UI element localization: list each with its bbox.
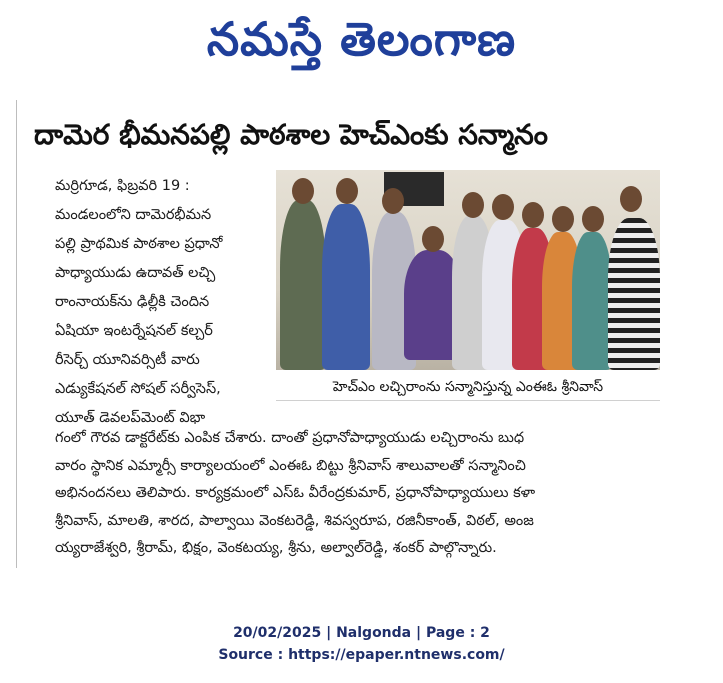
article-line: రాంనాయక్‌ను ఢిల్లీకి చెందిన: [55, 294, 210, 310]
article-line: య్యరాజేశ్వరి, శ్రీరామ్, భిక్షం, వెంకటయ్య, శ్రీను, అల్వాల్‌రెడ్డి, శంకర్ పాల్గొన్నారు.: [55, 540, 497, 556]
article-full-width-text: [55, 425, 665, 563]
article-line: రీసెర్చ్ యూనివర్సిటీ వారు: [55, 352, 200, 368]
footer-date-edition-page: 20/02/2025 | Nalgonda | Page : 2: [233, 625, 490, 641]
photo-person-head: [382, 188, 404, 214]
photo-person-head: [492, 194, 514, 220]
photo-person-head: [462, 192, 484, 218]
article-line: పాధ్యాయుడు ఉదావత్ లచ్చి: [55, 265, 216, 281]
photo-person-head: [552, 206, 574, 232]
photo-person: [280, 200, 326, 370]
article-line: శ్రీనివాస్, మాలతి, శారద, పాల్వాయి వెంకటరెడ్డి, శివస్వరూప, రజినీకాంత్, విఠల్, అంజ: [55, 512, 534, 529]
article-line: ఏషియా ఇంటర్నేషనల్ కల్చర్: [55, 323, 213, 339]
photo-person-head: [336, 178, 358, 204]
footer-source: Source : https://epaper.ntnews.com/: [218, 647, 505, 663]
photo-person: [608, 218, 660, 370]
article-headline: దామెర భీమనపల్లి పాఠశాల హెచ్‌ఎంకు సన్మానం: [34, 118, 548, 151]
photo-person-head: [422, 226, 444, 252]
article-photo: [276, 170, 660, 370]
article-line: వారం స్థానిక ఎమ్మార్సీ కార్యాలయంలో ఎంఈఓ బిట్టు శ్రీనివాస్ శాలువాలతో సన్మానించి: [55, 457, 526, 474]
article-line: మండలంలోని దామెరభీమన: [55, 207, 212, 223]
article-line: పల్లి ప్రాథమిక పాఠశాల ప్రధానో: [55, 236, 223, 252]
article-line: ఎడ్యుకేషనల్ సోషల్ సర్వీసెస్,: [55, 381, 221, 397]
newspaper-masthead: నమస్తే తెలంగాణ: [206, 12, 517, 66]
photo-person: [572, 232, 612, 370]
photo-caption: హెచ్‌ఎం లచ్చిరాంను సన్మానిస్తున్న ఎంఈఓ శ్రీనివాస్: [276, 374, 660, 401]
article-line: అభినందనలు తెలిపారు. కార్యక్రమంలో ఎస్ఓ వీరేంద్రకుమార్, ప్రధానోపాధ్యాయులు కళా: [55, 485, 536, 501]
article-line: యూత్ డెవలప్‌మెంట్ విభా: [55, 410, 206, 426]
photo-person-head: [522, 202, 544, 228]
article-line: మర్రిగూడ, ఫిబ్రవరి 19 :: [55, 178, 190, 194]
photo-person-head: [582, 206, 604, 232]
clipping-footer: [0, 622, 723, 666]
photo-person: [322, 204, 370, 370]
article-line: గంలో గౌరవ డాక్టరేట్‌కు ఎంపిక చేశారు. దాంతో ప్రధానోపాధ్యాయుడు లచ్చిరాంను బుధ: [55, 430, 525, 446]
article-left-column: [55, 172, 267, 434]
photo-person-head: [292, 178, 314, 204]
photo-person-head: [620, 186, 642, 212]
